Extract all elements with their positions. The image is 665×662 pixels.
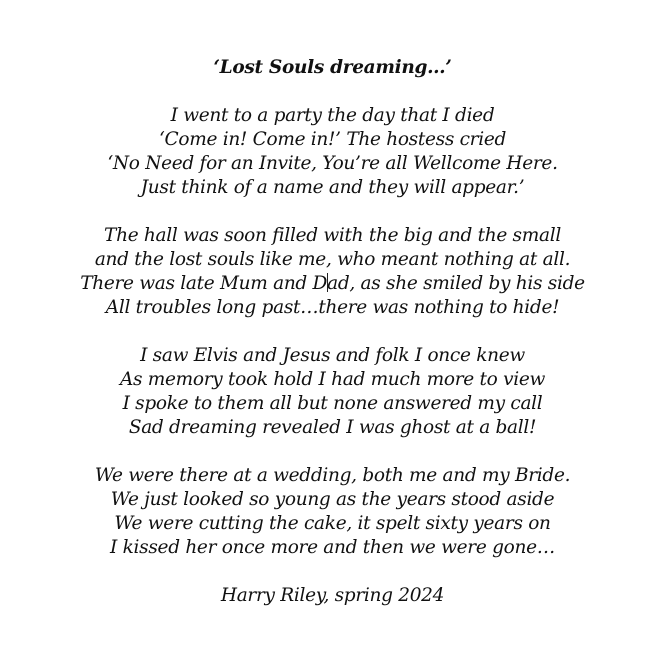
poem-line: All troubles long past…there was nothing to hide! bbox=[105, 297, 560, 318]
stanza-2 bbox=[0, 224, 665, 320]
poem-line: I kissed her once more and then we were gone… bbox=[110, 537, 555, 558]
poem-line: I went to a party the day that I died bbox=[170, 105, 495, 126]
poem-line: Just think of a name and they will appear.’ bbox=[140, 177, 525, 198]
poem bbox=[0, 56, 665, 608]
stanza-3 bbox=[0, 344, 665, 440]
poem-line: We were cutting the cake, it spelt sixty years on bbox=[114, 513, 551, 534]
text-cursor bbox=[327, 273, 328, 292]
stanza-1 bbox=[0, 104, 665, 200]
poem-line: We just looked so young as the years stood aside bbox=[110, 489, 555, 510]
poem-title: ‘Lost Souls dreaming…’ bbox=[213, 57, 452, 78]
poem-line: We were there at a wedding, both me and my Bride. bbox=[94, 465, 571, 486]
poem-signature: Harry Riley, spring 2024 bbox=[220, 585, 445, 606]
poem-line: As memory took hold I had much more to view bbox=[119, 369, 546, 390]
poem-line: ‘No Need for an Invite, You’re all Wellcome Here. bbox=[107, 153, 558, 174]
stanza-4 bbox=[0, 464, 665, 560]
poem-line: I spoke to them all but none answered my call bbox=[122, 393, 543, 414]
poem-line: and the lost souls like me, who meant nothing at all. bbox=[94, 249, 571, 270]
poem-line: The hall was soon filled with the big and the small bbox=[104, 225, 561, 246]
poem-line: Sad dreaming revealed I was ghost at a ball! bbox=[128, 417, 537, 438]
poem-line: I saw Elvis and Jesus and folk I once knew bbox=[140, 345, 525, 366]
poem-line: ‘Come in! Come in!’ The hostess cried bbox=[158, 129, 507, 150]
poem-line-with-caret[interactable]: There was late Mum and Dad, as she smiled by his side bbox=[80, 273, 585, 294]
